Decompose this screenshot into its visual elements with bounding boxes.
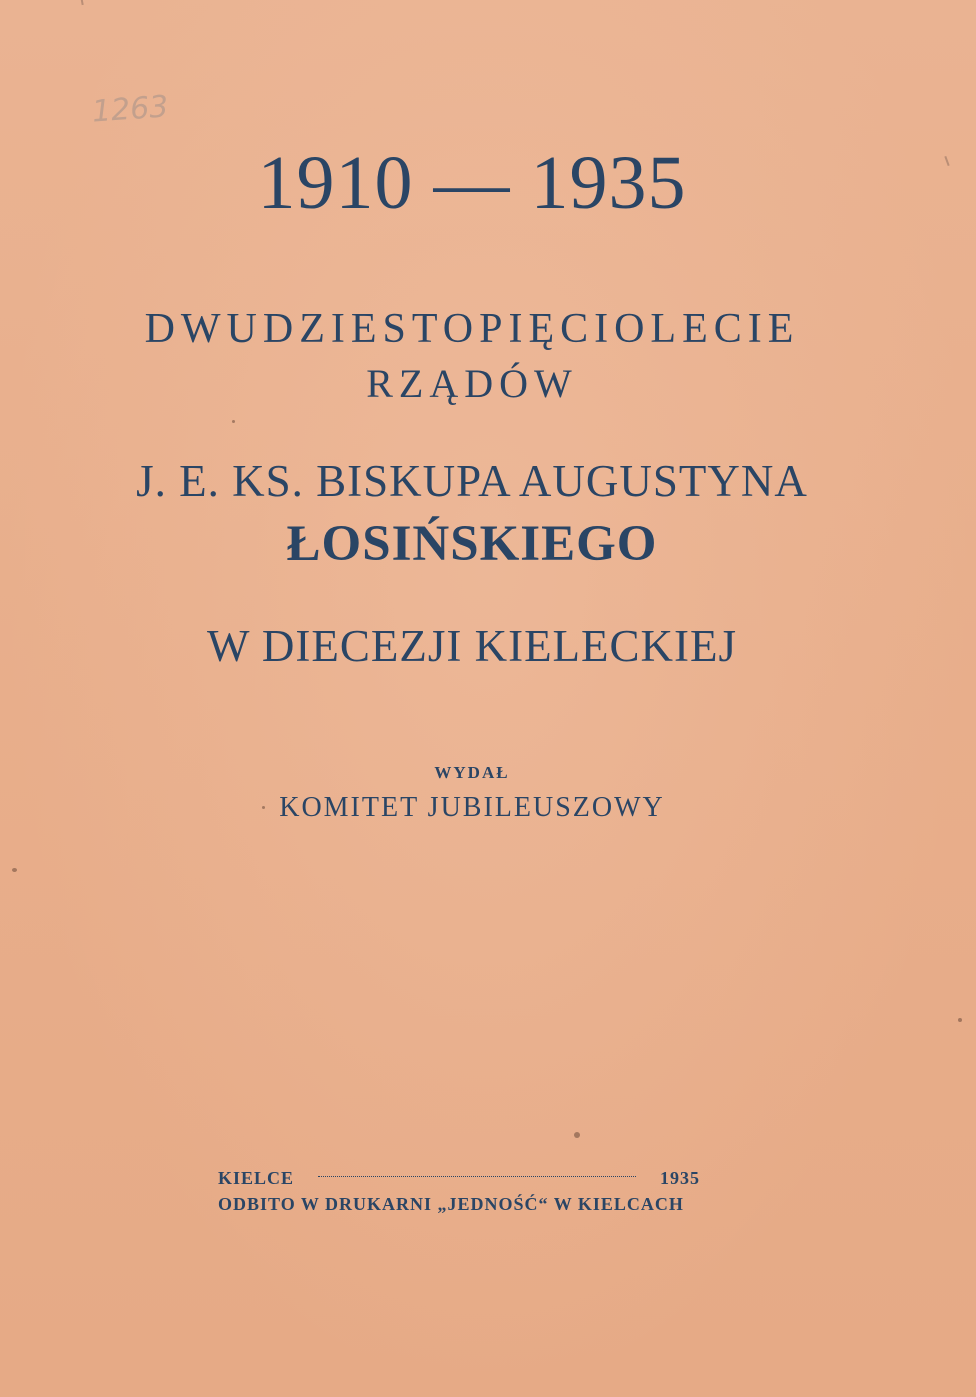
imprint-year: 1935 — [660, 1168, 700, 1188]
paper-scratch — [80, 0, 83, 5]
title-line-4: ŁOSIŃSKIEGO — [286, 516, 658, 572]
title-line-1: DWUDZIESTOPIĘCIOLECIE — [144, 306, 800, 352]
imprint-city: KIELCE — [218, 1168, 295, 1188]
title-line-2: RZĄDÓW — [366, 361, 578, 406]
dotted-leader — [318, 1176, 636, 1177]
paper-speck — [12, 868, 17, 872]
imprint-printer: ODBITO W DRUKARNI „JEDNOŚĆ“ W KIELCACH — [218, 1194, 684, 1214]
publisher-label: WYDAŁ — [434, 763, 510, 782]
paper-speck — [232, 420, 235, 423]
handwritten-catalog-number: 1263 — [90, 89, 170, 130]
paper-speck — [262, 806, 265, 809]
imprint-place-year — [218, 1168, 700, 1189]
paper-speck — [958, 1018, 962, 1022]
publisher-name: KOMITET JUBILEUSZOWY — [279, 792, 665, 823]
paper-speck — [574, 1132, 580, 1138]
years-heading: 1910 — 1935 — [257, 141, 687, 225]
title-line-3: J. E. KS. BISKUPA AUGUSTYNA — [136, 456, 808, 506]
title-line-5: W DIECEZJI KIELECKIEJ — [206, 621, 738, 671]
